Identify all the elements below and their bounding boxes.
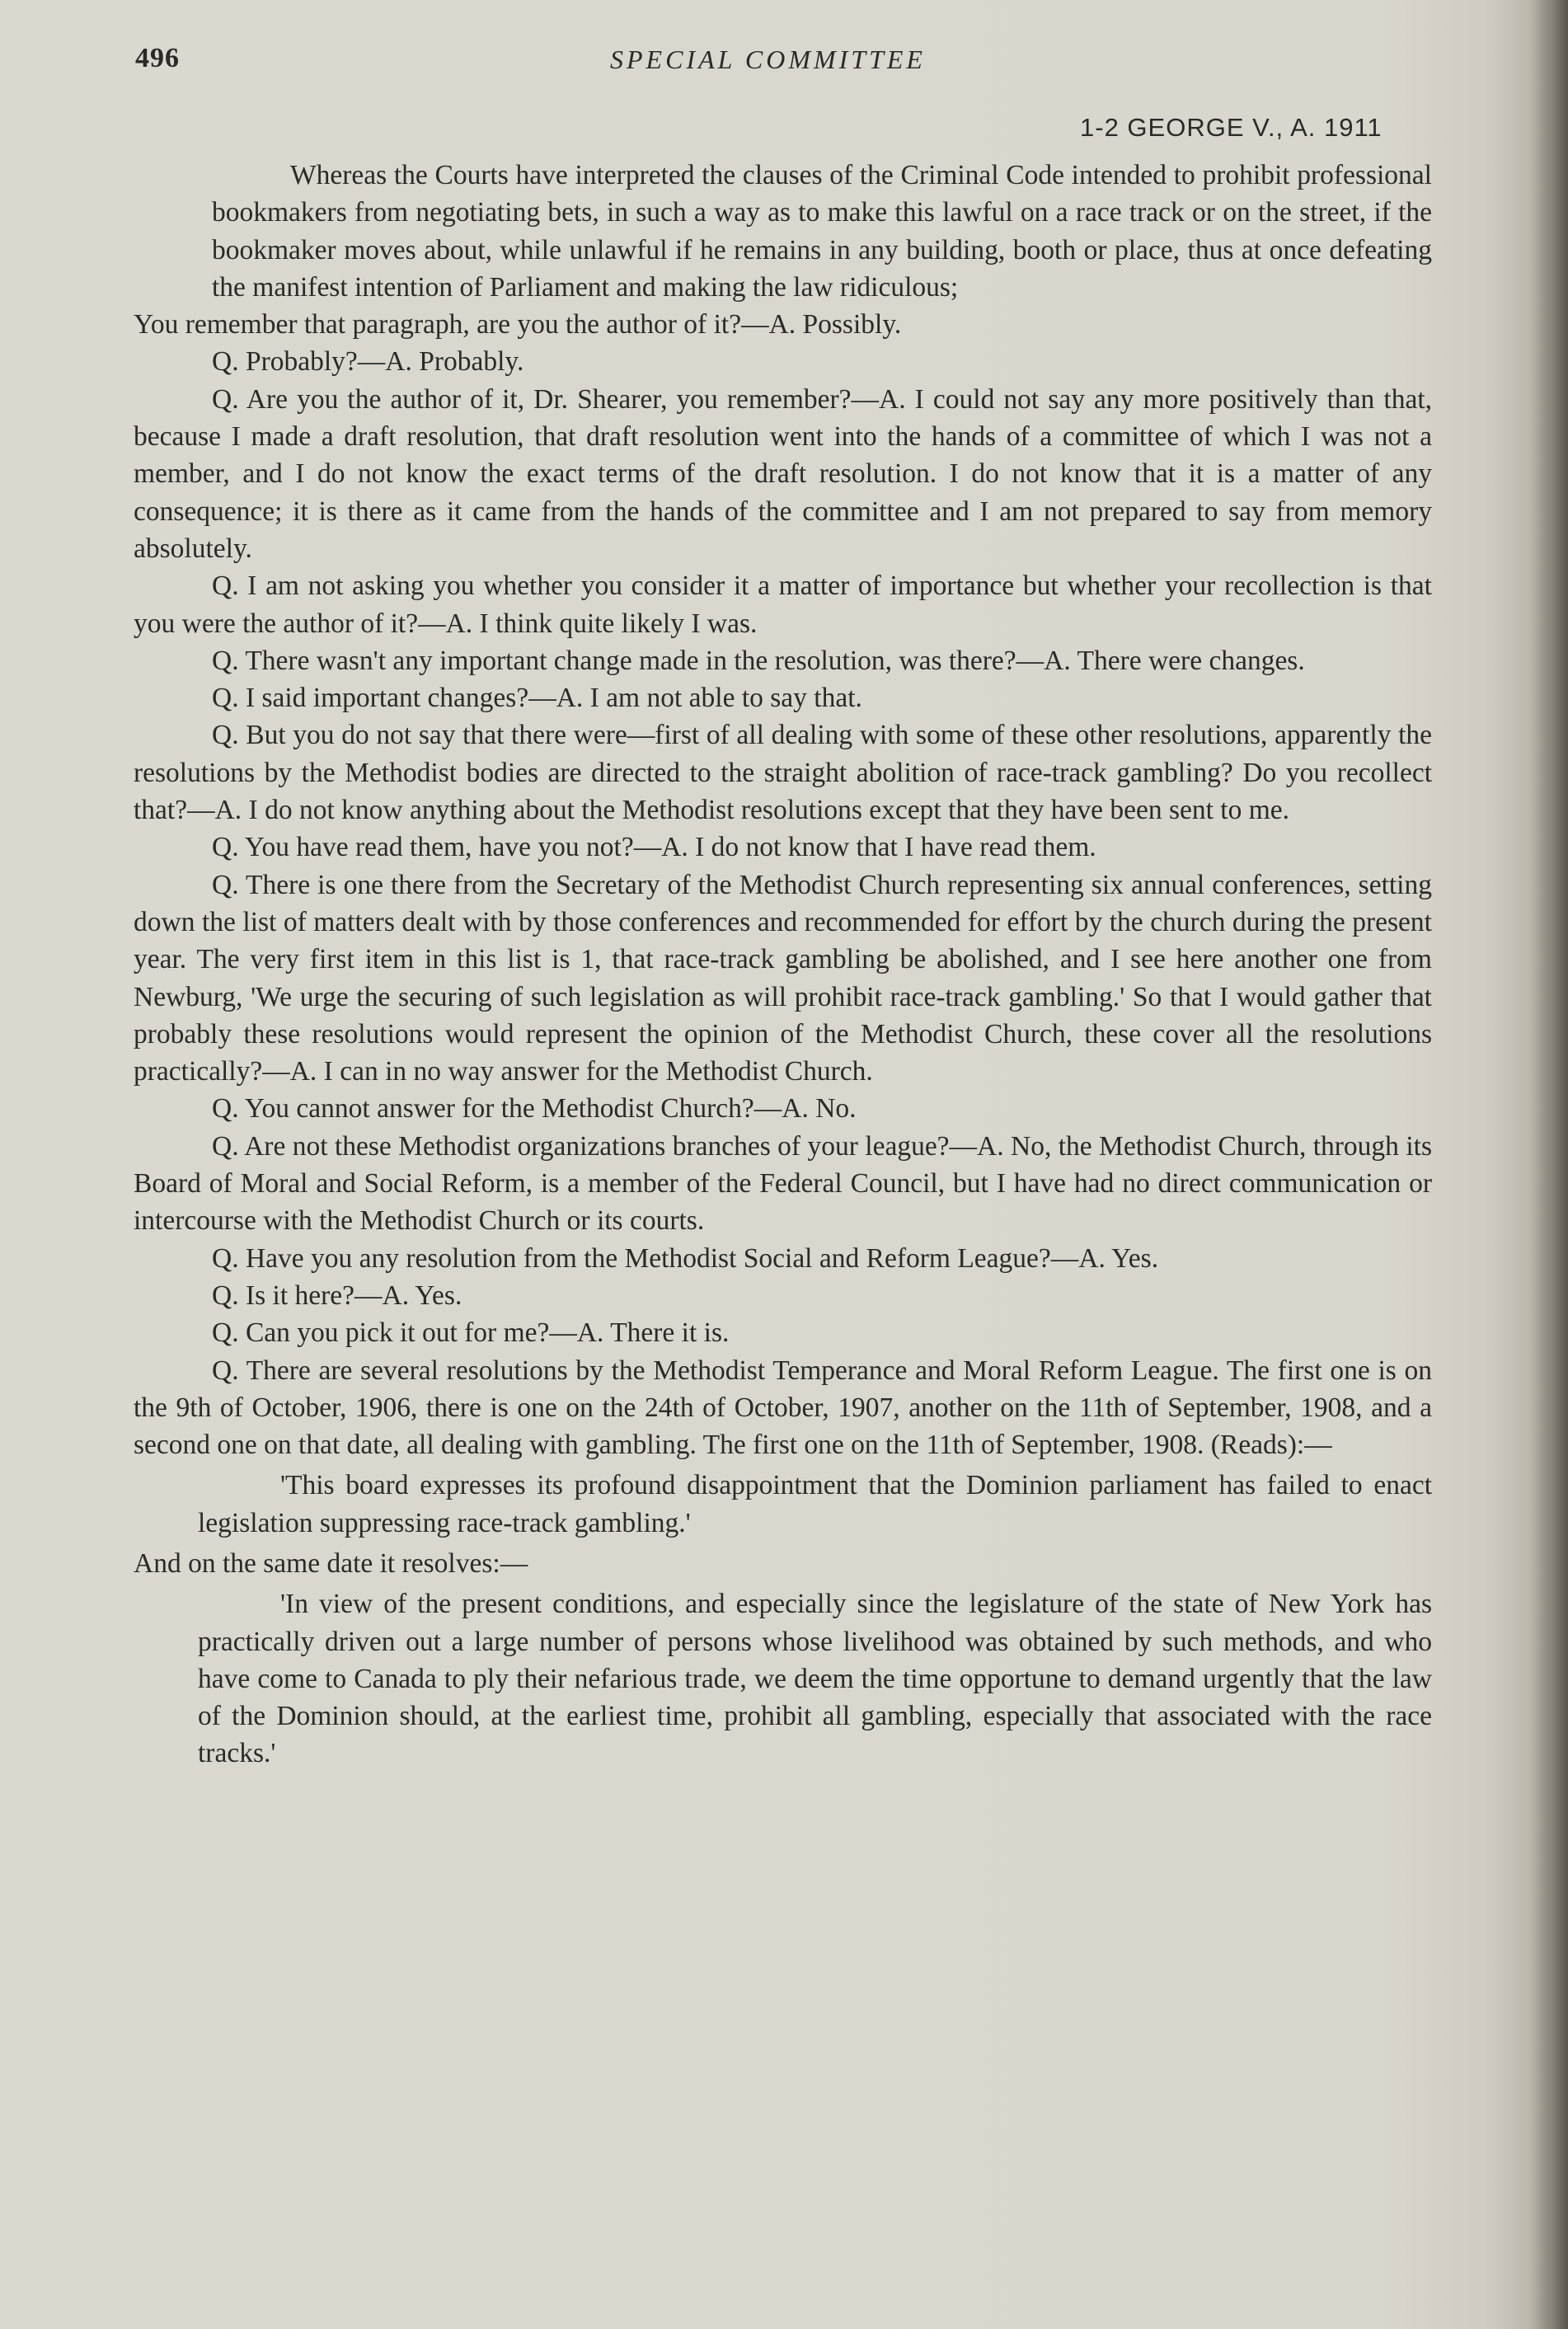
paragraph: Q. I said important changes?—A. I am not able to say that. bbox=[212, 683, 862, 714]
page-spine-shadow bbox=[1530, 0, 1568, 2329]
paragraph: Q. There is one there from the Secretary of the Methodist Church representing six annual conferences, setting down the list of matters dealt with by those conferences and recommended for effort by the church during the present year. The very first item in this list is 1, that race-track gambling be abolished, and I see here another one from Newburg, 'We urge the securing of such legislation as will prohibit race-track gambling.' So that I would gather that probably these resolutions would represent the opinion of the Methodist Church, these cover all the resolutions practically?—A. I can in no way answer for the Methodist Church. bbox=[134, 869, 1432, 1087]
paragraph: Q. You have read them, have you not?—A. I do not know that I have read them. bbox=[212, 832, 1096, 863]
paragraph: Q. Have you any resolution from the Methodist Social and Reform League?—A. Yes. bbox=[212, 1242, 1159, 1274]
paragraph: Q. Is it here?—A. Yes. bbox=[212, 1280, 462, 1311]
quoted-resolution bbox=[198, 1467, 1432, 1542]
paragraph: Q. There wasn't any important change made in the resolution, was there?—A. There were changes. bbox=[212, 645, 1305, 676]
paragraph: Q. There are several resolutions by the Methodist Temperance and Moral Reform League. The first one is on the 9th of October, 1906, there is one on the 24th of October, 1907, another on the 11th of September, 1908, and a second one on that date, all dealing with gambling. The first one on the 11th of September, 1908. (Reads):— bbox=[134, 1355, 1432, 1461]
transcript-body bbox=[134, 157, 1432, 1776]
quote-paragraph: 'In view of the present conditions, and especially since the legislature of the state of New York has practically driven out a large number of persons whose livelihood was obtained by such methods, and who have come to Canada to ply their nefarious trade, we deem the time opportune to demand urgently that the law of the Dominion should, at the earliest time, prohibit all gambling, especially that associated with the race tracks.' bbox=[198, 1589, 1432, 1769]
paragraph: Q. Can you pick it out for me?—A. There it is. bbox=[212, 1317, 730, 1349]
quote-paragraph: 'This board expresses its profound disappointment that the Dominion parliament has failed to enact legislation suppressing race-track gambling.' bbox=[198, 1470, 1432, 1538]
whereas-paragraph: Whereas the Courts have interpreted the clauses of the Criminal Code intended to prohibit professional bookmakers from negotiating bets, in such a way as to make this lawful on a race track or on the street, if the bookmaker moves about, while unlawful if he remains in any building, booth or place, thus at once defeating the manifest intention of Parliament and making the law ridiculous; bbox=[212, 160, 1432, 303]
running-title: SPECIAL COMMITTEE bbox=[610, 45, 926, 74]
paragraph: You remember that paragraph, are you the author of it?—A. Possibly. bbox=[134, 309, 902, 340]
paragraph: Q. But you do not say that there were—first of all dealing with some of these other resolutions, apparently the resolutions by the Methodist bodies are directed to the straight abolition of race-track gambling? Do you recollect that?—A. I do not know anything about the Methodist resolutions except that they have been sent to me. bbox=[134, 720, 1432, 826]
page-header bbox=[132, 43, 1418, 84]
whereas-clause bbox=[212, 157, 1432, 306]
paragraph: Q. Are you the author of it, Dr. Shearer, you remember?—A. I could not say any more positively than that, because I made a draft resolution, that draft resolution went into the hands of a committee of which I was not a member, and I do not know the exact terms of the draft resolution. I do not know that it is a matter of any consequence; it is there as it came from the hands of the committee and I am not prepared to say from memory absolutely. bbox=[134, 383, 1432, 564]
paragraph: Q. Are not these Methodist organizations branches of your league?—A. No, the Methodist Church, through its Board of Moral and Social Reform, is a member of the Federal Council, but I have had no direct communication or intercourse with the Methodist Church or its courts. bbox=[134, 1130, 1432, 1237]
page-number: 496 bbox=[135, 43, 180, 73]
session-label: 1-2 GEORGE V., A. 1911 bbox=[1080, 113, 1383, 142]
paragraph: And on the same date it resolves:— bbox=[134, 1547, 528, 1579]
paragraph: Q. You cannot answer for the Methodist Church?—A. No. bbox=[212, 1093, 857, 1125]
paragraph: Q. I am not asking you whether you consider it a matter of importance but whether your recollection is that you were the author of it?—A. I think quite likely I was. bbox=[134, 571, 1432, 639]
quoted-resolution bbox=[198, 1585, 1432, 1772]
paragraph: Q. Probably?—A. Probably. bbox=[212, 346, 524, 378]
